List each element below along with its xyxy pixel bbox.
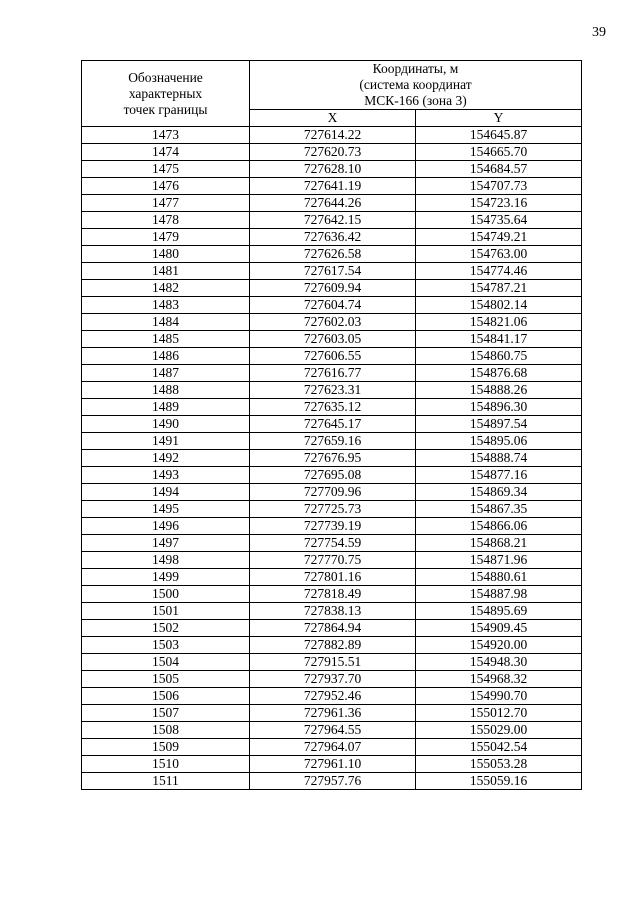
table-row (82, 518, 582, 535)
point-cell: 1495 (82, 501, 250, 518)
x-cell: 727864.94 (250, 620, 416, 637)
x-cell: 727964.55 (250, 722, 416, 739)
coordinates-table (81, 60, 582, 790)
table-row (82, 637, 582, 654)
table-row (82, 501, 582, 518)
point-cell: 1501 (82, 603, 250, 620)
x-cell: 727695.08 (250, 467, 416, 484)
table-row (82, 280, 582, 297)
y-cell: 154802.14 (416, 297, 582, 314)
point-cell: 1477 (82, 195, 250, 212)
table-row (82, 297, 582, 314)
point-cell: 1506 (82, 688, 250, 705)
x-cell: 727606.55 (250, 348, 416, 365)
y-cell: 154763.00 (416, 246, 582, 263)
point-cell: 1493 (82, 467, 250, 484)
page-number: 39 (592, 25, 606, 40)
table-row (82, 229, 582, 246)
table-row (82, 212, 582, 229)
table-row (82, 450, 582, 467)
point-cell: 1510 (82, 756, 250, 773)
point-cell: 1511 (82, 773, 250, 790)
x-cell: 727676.95 (250, 450, 416, 467)
y-cell: 154707.73 (416, 178, 582, 195)
table-row (82, 246, 582, 263)
y-cell: 154968.32 (416, 671, 582, 688)
y-cell: 154920.00 (416, 637, 582, 654)
y-cell: 154866.06 (416, 518, 582, 535)
x-cell: 727801.16 (250, 569, 416, 586)
table-row (82, 314, 582, 331)
point-cell: 1490 (82, 416, 250, 433)
y-cell: 155042.54 (416, 739, 582, 756)
y-cell: 154880.61 (416, 569, 582, 586)
table-row (82, 331, 582, 348)
x-cell: 727604.74 (250, 297, 416, 314)
table-row (82, 688, 582, 705)
y-cell: 154749.21 (416, 229, 582, 246)
table-row (82, 620, 582, 637)
table-row (82, 433, 582, 450)
x-cell: 727882.89 (250, 637, 416, 654)
x-cell: 727952.46 (250, 688, 416, 705)
table-row (82, 195, 582, 212)
y-cell: 154867.35 (416, 501, 582, 518)
point-cell: 1487 (82, 365, 250, 382)
header-point-designation: Обозначение характерных точек границы (82, 61, 250, 127)
point-cell: 1496 (82, 518, 250, 535)
table-row (82, 535, 582, 552)
y-cell: 154909.45 (416, 620, 582, 637)
header-coordinates: Координаты, м (система координат МСК-166 (зона 3) (250, 61, 582, 110)
table-row (82, 484, 582, 501)
x-cell: 727754.59 (250, 535, 416, 552)
x-cell: 727609.94 (250, 280, 416, 297)
x-cell: 727957.76 (250, 773, 416, 790)
table-row (82, 365, 582, 382)
y-cell: 154841.17 (416, 331, 582, 348)
table-row (82, 569, 582, 586)
point-cell: 1498 (82, 552, 250, 569)
y-cell: 155053.28 (416, 756, 582, 773)
y-cell: 154888.74 (416, 450, 582, 467)
table-row (82, 263, 582, 280)
table-row (82, 161, 582, 178)
point-cell: 1508 (82, 722, 250, 739)
x-cell: 727709.96 (250, 484, 416, 501)
table-row (82, 756, 582, 773)
y-cell: 154665.70 (416, 144, 582, 161)
y-cell: 154868.21 (416, 535, 582, 552)
y-cell: 154876.68 (416, 365, 582, 382)
x-cell: 727636.42 (250, 229, 416, 246)
table-row (82, 382, 582, 399)
table-row (82, 467, 582, 484)
x-cell: 727603.05 (250, 331, 416, 348)
x-cell: 727659.16 (250, 433, 416, 450)
table-row (82, 348, 582, 365)
point-cell: 1491 (82, 433, 250, 450)
point-cell: 1505 (82, 671, 250, 688)
point-cell: 1497 (82, 535, 250, 552)
table-row (82, 416, 582, 433)
y-cell: 154735.64 (416, 212, 582, 229)
table-body (82, 127, 582, 790)
y-cell: 154787.21 (416, 280, 582, 297)
x-cell: 727739.19 (250, 518, 416, 535)
table-row (82, 722, 582, 739)
x-cell: 727628.10 (250, 161, 416, 178)
point-cell: 1502 (82, 620, 250, 637)
header-y: Y (416, 110, 582, 127)
point-cell: 1494 (82, 484, 250, 501)
x-cell: 727645.17 (250, 416, 416, 433)
point-cell: 1483 (82, 297, 250, 314)
x-cell: 727617.54 (250, 263, 416, 280)
y-cell: 154887.98 (416, 586, 582, 603)
x-cell: 727623.31 (250, 382, 416, 399)
point-cell: 1475 (82, 161, 250, 178)
x-cell: 727961.36 (250, 705, 416, 722)
y-cell: 154645.87 (416, 127, 582, 144)
point-cell: 1473 (82, 127, 250, 144)
table-row (82, 586, 582, 603)
point-cell: 1504 (82, 654, 250, 671)
table-row (82, 773, 582, 790)
x-cell: 727838.13 (250, 603, 416, 620)
y-cell: 154895.06 (416, 433, 582, 450)
y-cell: 154774.46 (416, 263, 582, 280)
y-cell: 154896.30 (416, 399, 582, 416)
point-cell: 1484 (82, 314, 250, 331)
table-row (82, 603, 582, 620)
y-cell: 154948.30 (416, 654, 582, 671)
y-cell: 154871.96 (416, 552, 582, 569)
x-cell: 727818.49 (250, 586, 416, 603)
x-cell: 727641.19 (250, 178, 416, 195)
x-cell: 727642.15 (250, 212, 416, 229)
point-cell: 1499 (82, 569, 250, 586)
point-cell: 1489 (82, 399, 250, 416)
table-row (82, 178, 582, 195)
point-cell: 1478 (82, 212, 250, 229)
point-cell: 1479 (82, 229, 250, 246)
table-row (82, 654, 582, 671)
y-cell: 154684.57 (416, 161, 582, 178)
point-cell: 1507 (82, 705, 250, 722)
point-cell: 1486 (82, 348, 250, 365)
x-cell: 727620.73 (250, 144, 416, 161)
point-cell: 1480 (82, 246, 250, 263)
y-cell: 154821.06 (416, 314, 582, 331)
x-cell: 727614.22 (250, 127, 416, 144)
point-cell: 1476 (82, 178, 250, 195)
point-cell: 1488 (82, 382, 250, 399)
table-row (82, 399, 582, 416)
y-cell: 155029.00 (416, 722, 582, 739)
point-cell: 1482 (82, 280, 250, 297)
table-row (82, 552, 582, 569)
point-cell: 1503 (82, 637, 250, 654)
table-row (82, 127, 582, 144)
y-cell: 154895.69 (416, 603, 582, 620)
y-cell: 154869.34 (416, 484, 582, 501)
point-cell: 1485 (82, 331, 250, 348)
point-cell: 1500 (82, 586, 250, 603)
table-row (82, 705, 582, 722)
table-row (82, 671, 582, 688)
point-cell: 1481 (82, 263, 250, 280)
y-cell: 154990.70 (416, 688, 582, 705)
x-cell: 727602.03 (250, 314, 416, 331)
x-cell: 727937.70 (250, 671, 416, 688)
table-row (82, 739, 582, 756)
x-cell: 727644.26 (250, 195, 416, 212)
x-cell: 727635.12 (250, 399, 416, 416)
y-cell: 154877.16 (416, 467, 582, 484)
point-cell: 1492 (82, 450, 250, 467)
x-cell: 727915.51 (250, 654, 416, 671)
y-cell: 154897.54 (416, 416, 582, 433)
y-cell: 154860.75 (416, 348, 582, 365)
header-x: X (250, 110, 416, 127)
x-cell: 727616.77 (250, 365, 416, 382)
point-cell: 1474 (82, 144, 250, 161)
x-cell: 727725.73 (250, 501, 416, 518)
y-cell: 155059.16 (416, 773, 582, 790)
x-cell: 727626.58 (250, 246, 416, 263)
x-cell: 727964.07 (250, 739, 416, 756)
y-cell: 155012.70 (416, 705, 582, 722)
point-cell: 1509 (82, 739, 250, 756)
y-cell: 154888.26 (416, 382, 582, 399)
x-cell: 727961.10 (250, 756, 416, 773)
x-cell: 727770.75 (250, 552, 416, 569)
table-row (82, 144, 582, 161)
y-cell: 154723.16 (416, 195, 582, 212)
